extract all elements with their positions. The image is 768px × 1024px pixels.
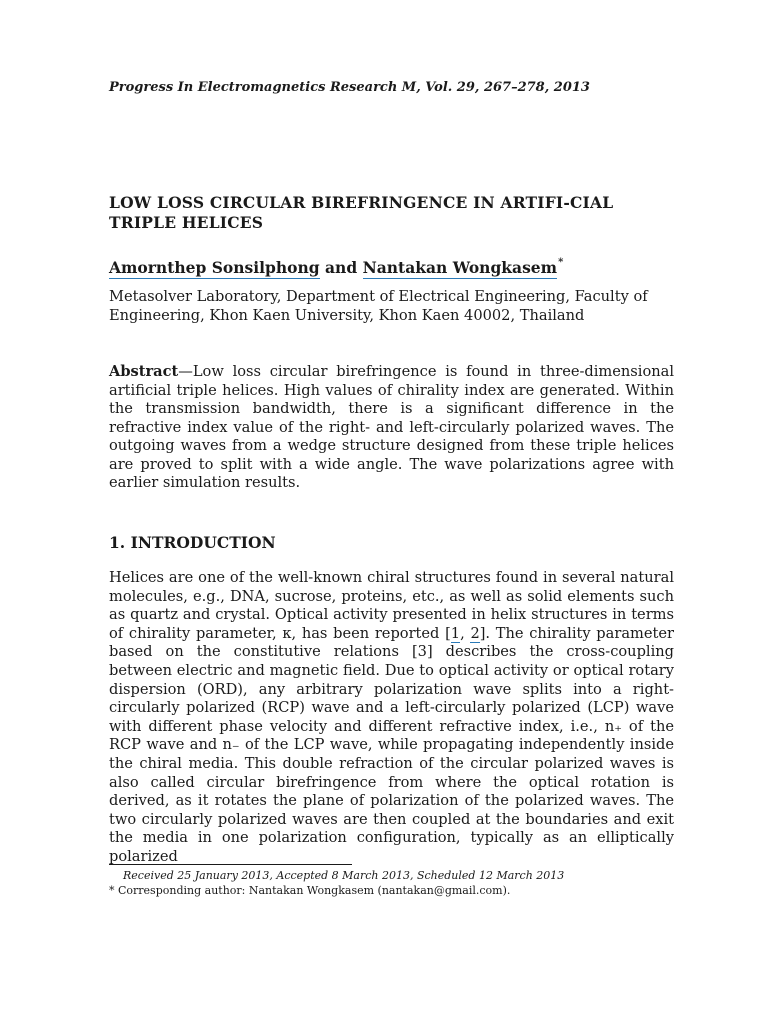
intro-text-part1: Helices are one of the well-known chiral structures found in several natural molecules, e.g., DNA, sucrose, proteins, etc., as well as solid elements such as quartz and crystal. Optical activity presented in helix structures in terms of chirality parameter, κ, has been reported [ <box>109 569 674 642</box>
author-link-sonsilphong[interactable]: Amornthep Sonsilphong <box>109 258 320 277</box>
affiliation: Metasolver Laboratory, Department of Electrical Engineering, Faculty of Engineering, Khon Kaen University, Khon Kaen 40002, Thailand <box>109 288 648 324</box>
abstract-label: Abstract <box>109 363 179 380</box>
citation-link-1[interactable]: 1 <box>450 624 461 642</box>
abstract <box>109 363 674 493</box>
citation-separator: , <box>460 624 471 642</box>
paper-title: LOW LOSS CIRCULAR BIREFRINGENCE IN ARTIFI-CIAL TRIPLE HELICES <box>109 193 614 232</box>
corresponding-author-mark: * <box>558 257 564 268</box>
author-conjunction: and <box>325 258 358 277</box>
introduction-paragraph <box>109 569 674 867</box>
abstract-text: —Low loss circular birefringence is found in three-dimensional artificial triple helices. High values of chirality index are generated. Within the transmission bandwidth, there is a significant difference in the refractive index value of the right- and left-circularly polarized waves. The outgoing waves from a wedge structure designed from these triple helices are proved to split with a wide angle. The wave polarizations agree with earlier simulation results. <box>109 363 674 491</box>
received-dates: Received 25 January 2013, Accepted 8 March 2013, Scheduled 12 March 2013 <box>123 869 565 882</box>
author-link-wongkasem[interactable]: Nantakan Wongkasem <box>362 258 558 277</box>
author-list <box>109 257 563 277</box>
section-heading-introduction: 1. INTRODUCTION <box>109 533 276 552</box>
paper-page <box>109 0 674 1024</box>
intro-text-part2: ]. The chirality parameter based on the constitutive relations [3] describes the cross-coupling between electric and magnetic field. Due to optical activity or optical rotary dispersion (ORD), any arbitrary polarization wave splits into a right-circularly polarized (RCP) wave and a left-circularly polarized (LCP) wave with different phase velocity and different refractive index, i.e., n₊ of the RCP wave and n₋ of the LCP wave, while propagating independently inside the chiral media. This double refraction of the circular polarized waves is also called circular birefringence from where the optical rotation is derived, as it rotates the plane of polarization of the polarized waves. The two circularly polarized waves are then coupled at the boundaries and exit the media in one polarization configuration, typically as an elliptically polarized <box>109 624 674 865</box>
journal-header: Progress In Electromagnetics Research M, Vol. 29, 267–278, 2013 <box>109 80 590 95</box>
footnote-divider <box>109 864 352 865</box>
citation-link-2[interactable]: 2 <box>470 624 480 642</box>
footnotes <box>109 868 674 898</box>
corresponding-author-note: * Corresponding author: Nantakan Wongkasem (nantakan@gmail.com). <box>109 884 511 897</box>
